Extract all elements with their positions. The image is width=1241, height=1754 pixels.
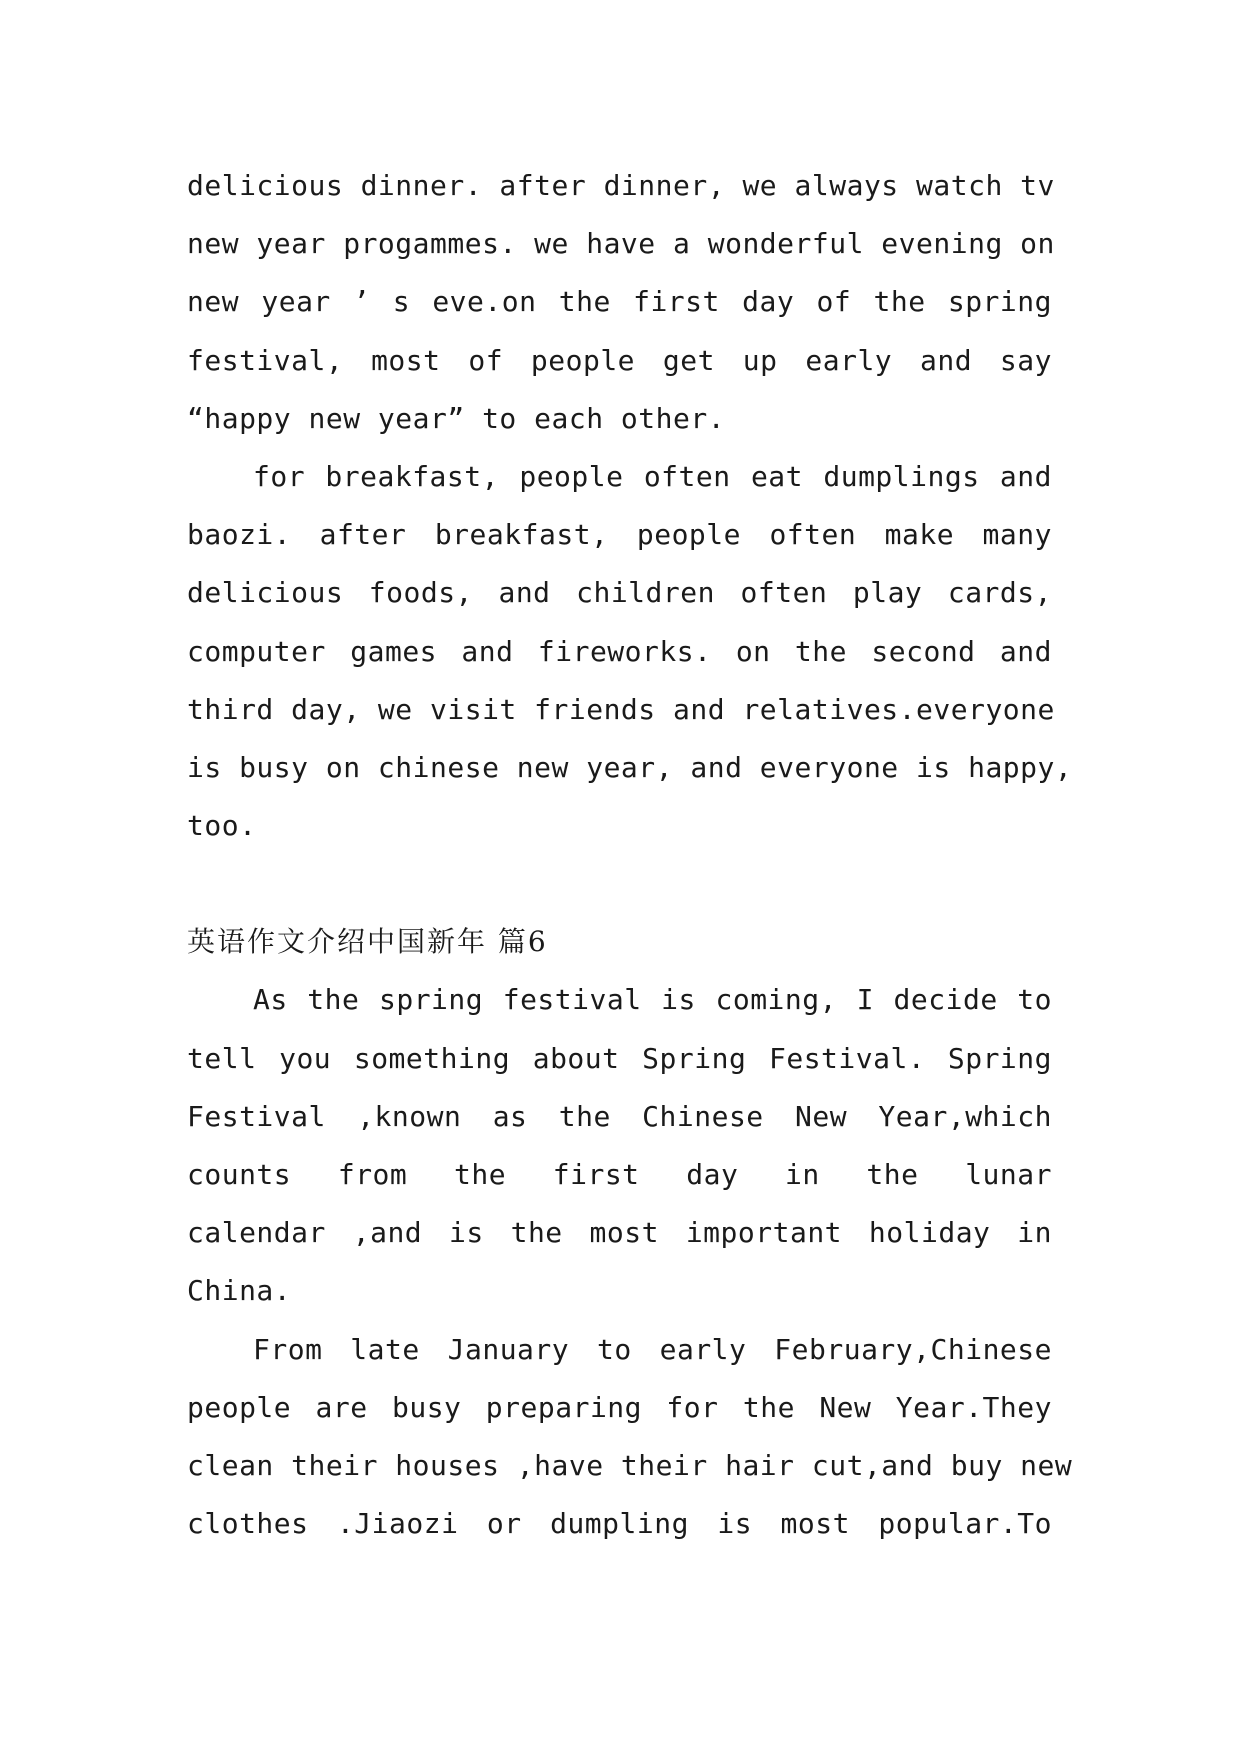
text-line: computer games and fireworks. on the second and [187, 634, 1052, 668]
text-line: “happy new year” to each other. [187, 401, 726, 435]
paragraph [187, 1321, 1073, 1554]
paragraph [187, 448, 1073, 855]
text-line: Festival ,known as the Chinese New Year,which [187, 1099, 1052, 1133]
text-line: calendar ,and is the most important holiday in [187, 1216, 1052, 1250]
text-line: counts from the first day in the lunar [187, 1158, 1052, 1191]
text-line: From late January to early February,Chinese [253, 1332, 1052, 1366]
paragraph [187, 157, 1055, 448]
text-line: people are busy preparing for the New Year.They [187, 1390, 1052, 1424]
text-line: third day, we visit friends and relatives.everyone [187, 692, 1055, 726]
text-line: new year progammes. we have a wonderful evening on [187, 227, 1055, 261]
text-line: too. [187, 809, 257, 843]
document-page [187, 157, 1073, 1553]
text-line: clothes .Jiaozi or dumpling is most popular.To [187, 1507, 1052, 1541]
text-line: festival, most of people get up early and say [187, 343, 1052, 377]
text-line: clean their houses ,have their hair cut,and buy new [187, 1448, 1073, 1482]
text-line: As the spring festival is coming, I decide to [253, 983, 1052, 1017]
text-line: baozi. after breakfast, people often make many [187, 518, 1052, 552]
paragraph [187, 971, 1052, 1320]
section-heading: 英语作文介绍中国新年 篇6 [187, 925, 548, 959]
text-line: for breakfast, people often eat dumplings and [253, 459, 1052, 493]
text-line: new year ’ s eve.on the first day of the spring [187, 285, 1052, 319]
text-line: is busy on chinese new year, and everyone is happy, [187, 750, 1073, 784]
text-line: delicious dinner. after dinner, we always watch tv [187, 169, 1055, 202]
text-line: China. [187, 1274, 292, 1308]
text-line: tell you something about Spring Festival. Spring [187, 1041, 1052, 1075]
text-line: delicious foods, and children often play cards, [187, 576, 1052, 610]
